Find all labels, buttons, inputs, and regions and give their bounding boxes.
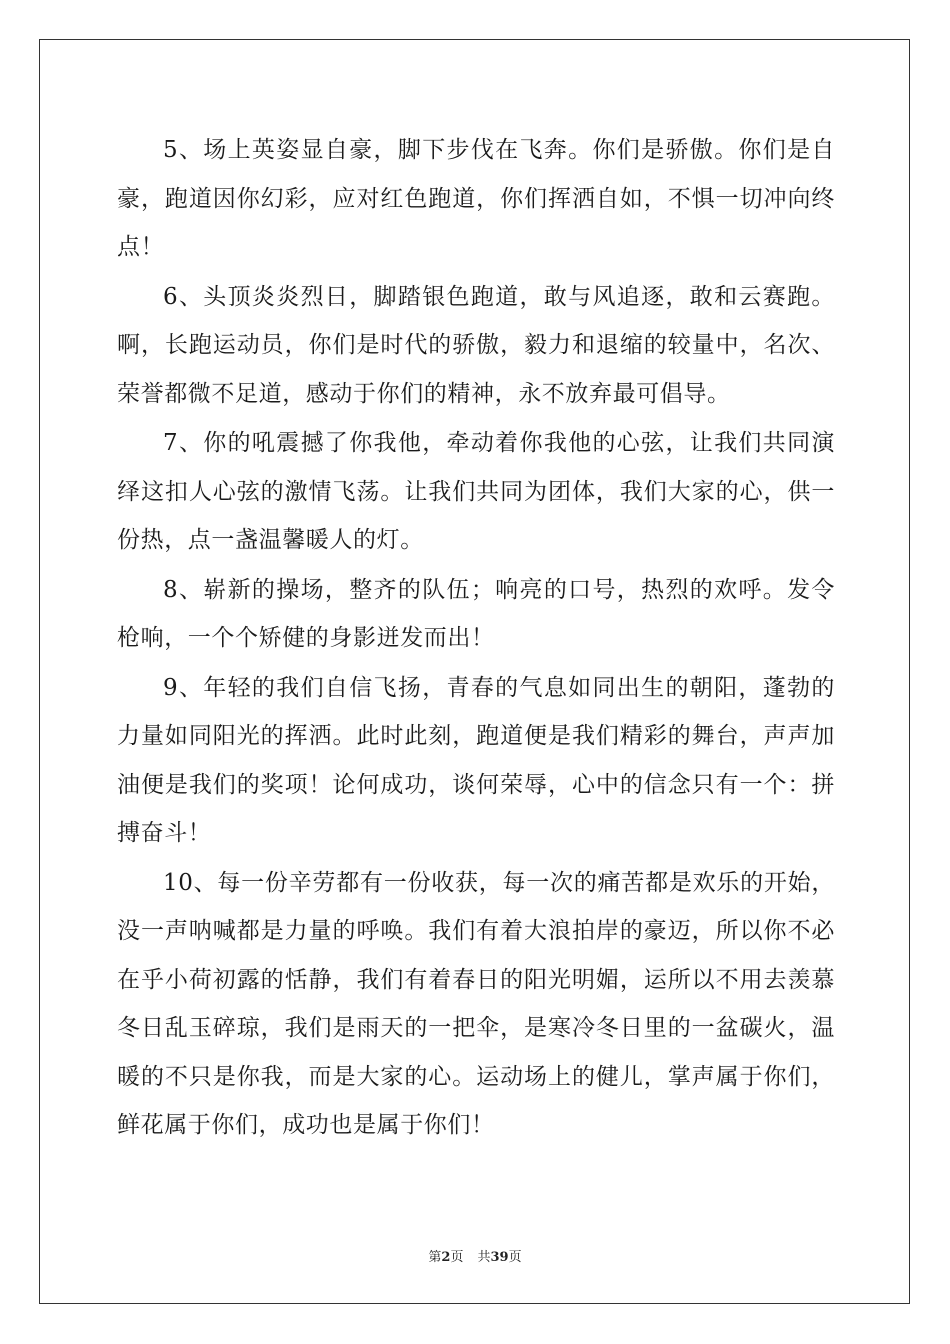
total-prefix: 共 — [477, 1250, 491, 1265]
paragraph-9: 9、年轻的我们自信飞扬，青春的气息如同出生的朝阳，蓬勃的力量如同阳光的挥洒。此时此刻，跑道便是我们精彩的舞台，声声加油便是我们的奖项！论何成功，谈何荣辱，心中的信念只有一个：拼搏奋斗！ — [117, 674, 835, 846]
page-prefix: 第 — [428, 1250, 442, 1265]
page-suffix: 页 — [450, 1250, 464, 1265]
paragraph-5: 5、场上英姿显自豪，脚下步伐在飞奔。你们是骄傲。你们是自豪，跑道因你幻彩，应对红色跑道，你们挥洒自如，不惧一切冲向终点！ — [117, 137, 835, 260]
document-body — [117, 126, 835, 1151]
paragraph-10: 10、每一份辛劳都有一份收获，每一次的痛苦都是欢乐的开始，没一声呐喊都是力量的呼唤。我们有着大浪拍岸的豪迈，所以你不必在乎小荷初露的恬静，我们有着春日的阳光明媚，运所以不用去羡慕冬日乱玉碎琼，我们是雨天的一把伞，是寒冷冬日里的一盆碳火，温暖的不只是你我，而是大家的心。运动场上的健儿，掌声属于你们，鲜花属于你们，成功也是属于你们！ — [117, 869, 835, 1138]
page-number: 2 — [441, 1250, 451, 1265]
paragraph-7: 7、你的吼震撼了你我他，牵动着你我他的心弦，让我们共同演绎这扣人心弦的激情飞荡。让我们共同为团体，我们大家的心，供一份热，点一盏温馨暖人的灯。 — [117, 430, 835, 553]
paragraph-6: 6、头顶炎炎烈日，脚踏银色跑道，敢与风追逐，敢和云赛跑。啊，长跑运动员，你们是时代的骄傲，毅力和退缩的较量中，名次、荣誉都微不足道，感动于你们的精神，永不放弃最可倡导。 — [117, 283, 835, 407]
paragraph-8: 8、崭新的操场，整齐的队伍；响亮的口号，热烈的欢呼。发令枪响，一个个矫健的身影迸发而出！ — [117, 576, 835, 651]
page-footer — [0, 1246, 950, 1265]
total-suffix: 页 — [508, 1250, 522, 1265]
total-pages: 39 — [490, 1250, 509, 1265]
